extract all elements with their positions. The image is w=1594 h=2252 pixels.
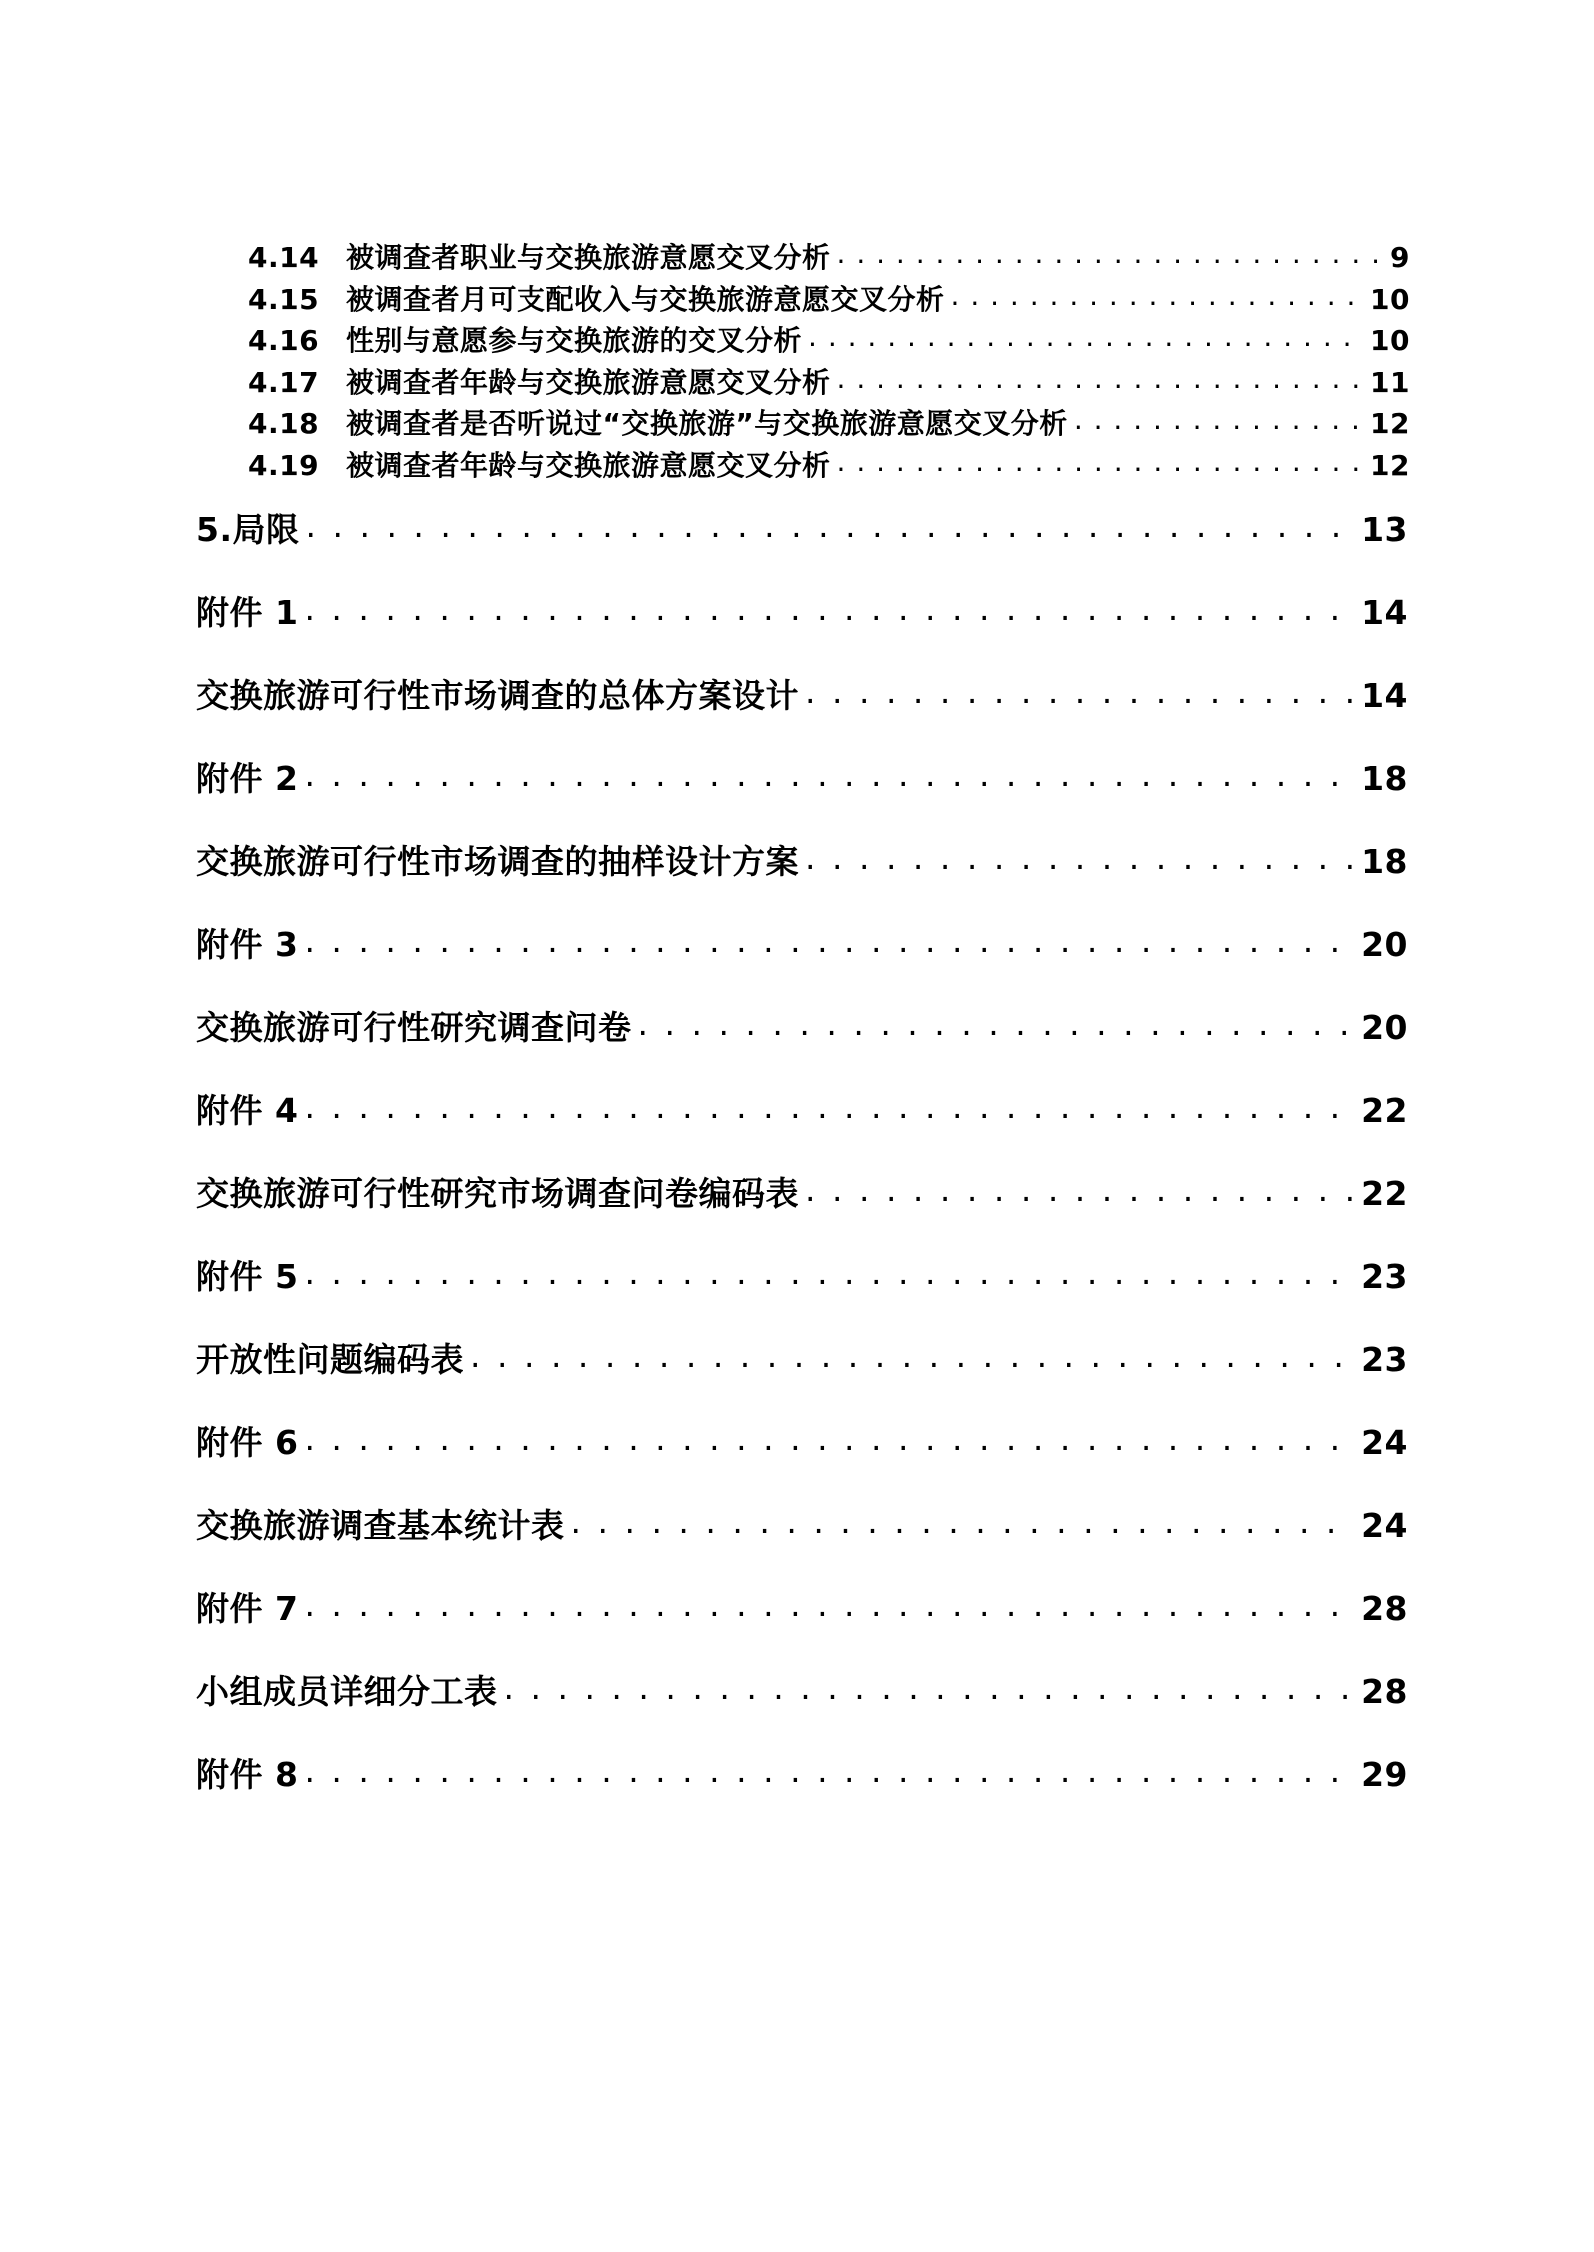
toc-dot-leader (805, 838, 1355, 877)
toc-entry-title: 交换旅游调查基本统计表 (196, 1506, 565, 1545)
toc-entry-page: 13 (1361, 510, 1408, 549)
toc-dot-leader (304, 755, 1355, 794)
toc-entry-number: 4.15 (248, 283, 320, 316)
toc-dot-leader (638, 1004, 1356, 1043)
toc-dot-leader (805, 672, 1355, 711)
toc-dot-leader (951, 279, 1365, 312)
toc-entry (196, 836, 1408, 883)
toc-entry (196, 670, 1408, 717)
toc-entry (196, 1583, 1408, 1630)
toc-entry-title: 交换旅游可行性市场调查的总体方案设计 (196, 676, 799, 715)
toc-entry-page: 12 (1370, 449, 1410, 482)
toc-dot-leader (837, 237, 1385, 270)
toc-entry-page: 22 (1361, 1091, 1408, 1130)
toc-entry-page: 12 (1370, 407, 1410, 440)
toc-entry-page: 29 (1361, 1755, 1408, 1794)
toc-entry-page: 10 (1370, 324, 1410, 357)
toc-dot-leader (837, 362, 1365, 395)
toc-entry-title: 附件 3 (196, 925, 299, 964)
toc-entry-number: 4.14 (248, 241, 320, 274)
toc-entry-page: 24 (1361, 1506, 1408, 1545)
toc-entry-page: 23 (1361, 1257, 1408, 1296)
toc-dot-leader (571, 1502, 1356, 1541)
toc-entry-title: 附件 1 (196, 593, 299, 632)
toc-entry-page: 20 (1361, 1008, 1408, 1047)
toc-entry (196, 1168, 1408, 1215)
toc-entry-title: 附件 8 (196, 1755, 299, 1794)
toc-dot-leader (1074, 403, 1364, 436)
toc-entry-page: 14 (1361, 593, 1408, 632)
toc-entry (196, 1500, 1408, 1547)
toc-dot-leader (837, 445, 1365, 478)
toc-entry-title: 附件 7 (196, 1589, 299, 1628)
toc-dot-leader (304, 1419, 1355, 1458)
toc-entry (248, 402, 1410, 442)
toc-dot-leader (304, 1585, 1355, 1624)
toc-entry-page: 20 (1361, 925, 1408, 964)
toc-dot-leader (304, 1087, 1355, 1126)
toc-entry-title: 交换旅游可行性研究调查问卷 (196, 1008, 632, 1047)
toc-entry-page: 28 (1361, 1589, 1408, 1628)
toc-entry-number: 4.19 (248, 449, 320, 482)
toc-entry-title: 被调查者年龄与交换旅游意愿交叉分析 (346, 449, 831, 482)
toc-entry-title: 小组成员详细分工表 (196, 1672, 498, 1711)
toc-entry-title: 附件 2 (196, 759, 299, 798)
toc-entry (196, 504, 1408, 551)
toc-entry-number: 4.18 (248, 407, 320, 440)
toc-entry (248, 278, 1410, 318)
toc-entry (196, 587, 1408, 634)
toc-entry-page: 11 (1370, 366, 1410, 399)
toc-entry (196, 1251, 1408, 1298)
toc-entry-title: 附件 4 (196, 1091, 299, 1130)
toc-entry-title: 性别与意愿参与交换旅游的交叉分析 (346, 324, 803, 357)
toc-entry-title: 被调查者年龄与交换旅游意愿交叉分析 (346, 366, 831, 399)
toc-entry-title: 被调查者职业与交换旅游意愿交叉分析 (346, 241, 831, 274)
toc-entry-title: 5.局限 (196, 510, 300, 549)
toc-dot-leader (808, 320, 1364, 353)
toc-entry-title: 交换旅游可行性研究市场调查问卷编码表 (196, 1174, 799, 1213)
toc-entry-page: 9 (1390, 241, 1410, 274)
toc-entry-page: 18 (1361, 842, 1408, 881)
toc-entry-page: 14 (1361, 676, 1408, 715)
toc-entry-title: 开放性问题编码表 (196, 1340, 464, 1379)
toc-dot-leader (304, 1253, 1355, 1292)
toc-entry (196, 753, 1408, 800)
toc-entry-page: 18 (1361, 759, 1408, 798)
toc-entry-title: 交换旅游可行性市场调查的抽样设计方案 (196, 842, 799, 881)
toc-entry (196, 1002, 1408, 1049)
toc-entry-page: 10 (1370, 283, 1410, 316)
toc-entry-title: 被调查者月可支配收入与交换旅游意愿交叉分析 (346, 283, 945, 316)
toc-dot-leader (306, 506, 1356, 545)
toc-entry (248, 444, 1410, 484)
toc-entry-title: 附件 5 (196, 1257, 299, 1296)
toc-dot-leader (304, 589, 1355, 628)
toc-entry-page: 23 (1361, 1340, 1408, 1379)
toc-dot-leader (470, 1336, 1355, 1375)
toc-entry (196, 1666, 1408, 1713)
toc-entry (196, 919, 1408, 966)
toc-dot-leader (805, 1170, 1355, 1209)
toc-entry (248, 236, 1410, 276)
toc-entry (196, 1085, 1408, 1132)
toc-entry (248, 319, 1410, 359)
toc-dot-leader (304, 1751, 1355, 1790)
toc-entry-page: 24 (1361, 1423, 1408, 1462)
toc-entry (196, 1417, 1408, 1464)
toc-entry (248, 361, 1410, 401)
toc-entry (196, 1749, 1408, 1796)
toc-entry-number: 4.16 (248, 324, 320, 357)
toc-entry (196, 1334, 1408, 1381)
toc-dot-leader (304, 921, 1355, 960)
toc-entry-page: 22 (1361, 1174, 1408, 1213)
toc-dot-leader (504, 1668, 1356, 1707)
toc-entry-title: 附件 6 (196, 1423, 299, 1462)
toc-entry-number: 4.17 (248, 366, 320, 399)
toc-entry-page: 28 (1361, 1672, 1408, 1711)
toc-entry-title: 被调查者是否听说过“交换旅游”与交换旅游意愿交叉分析 (346, 407, 1068, 440)
